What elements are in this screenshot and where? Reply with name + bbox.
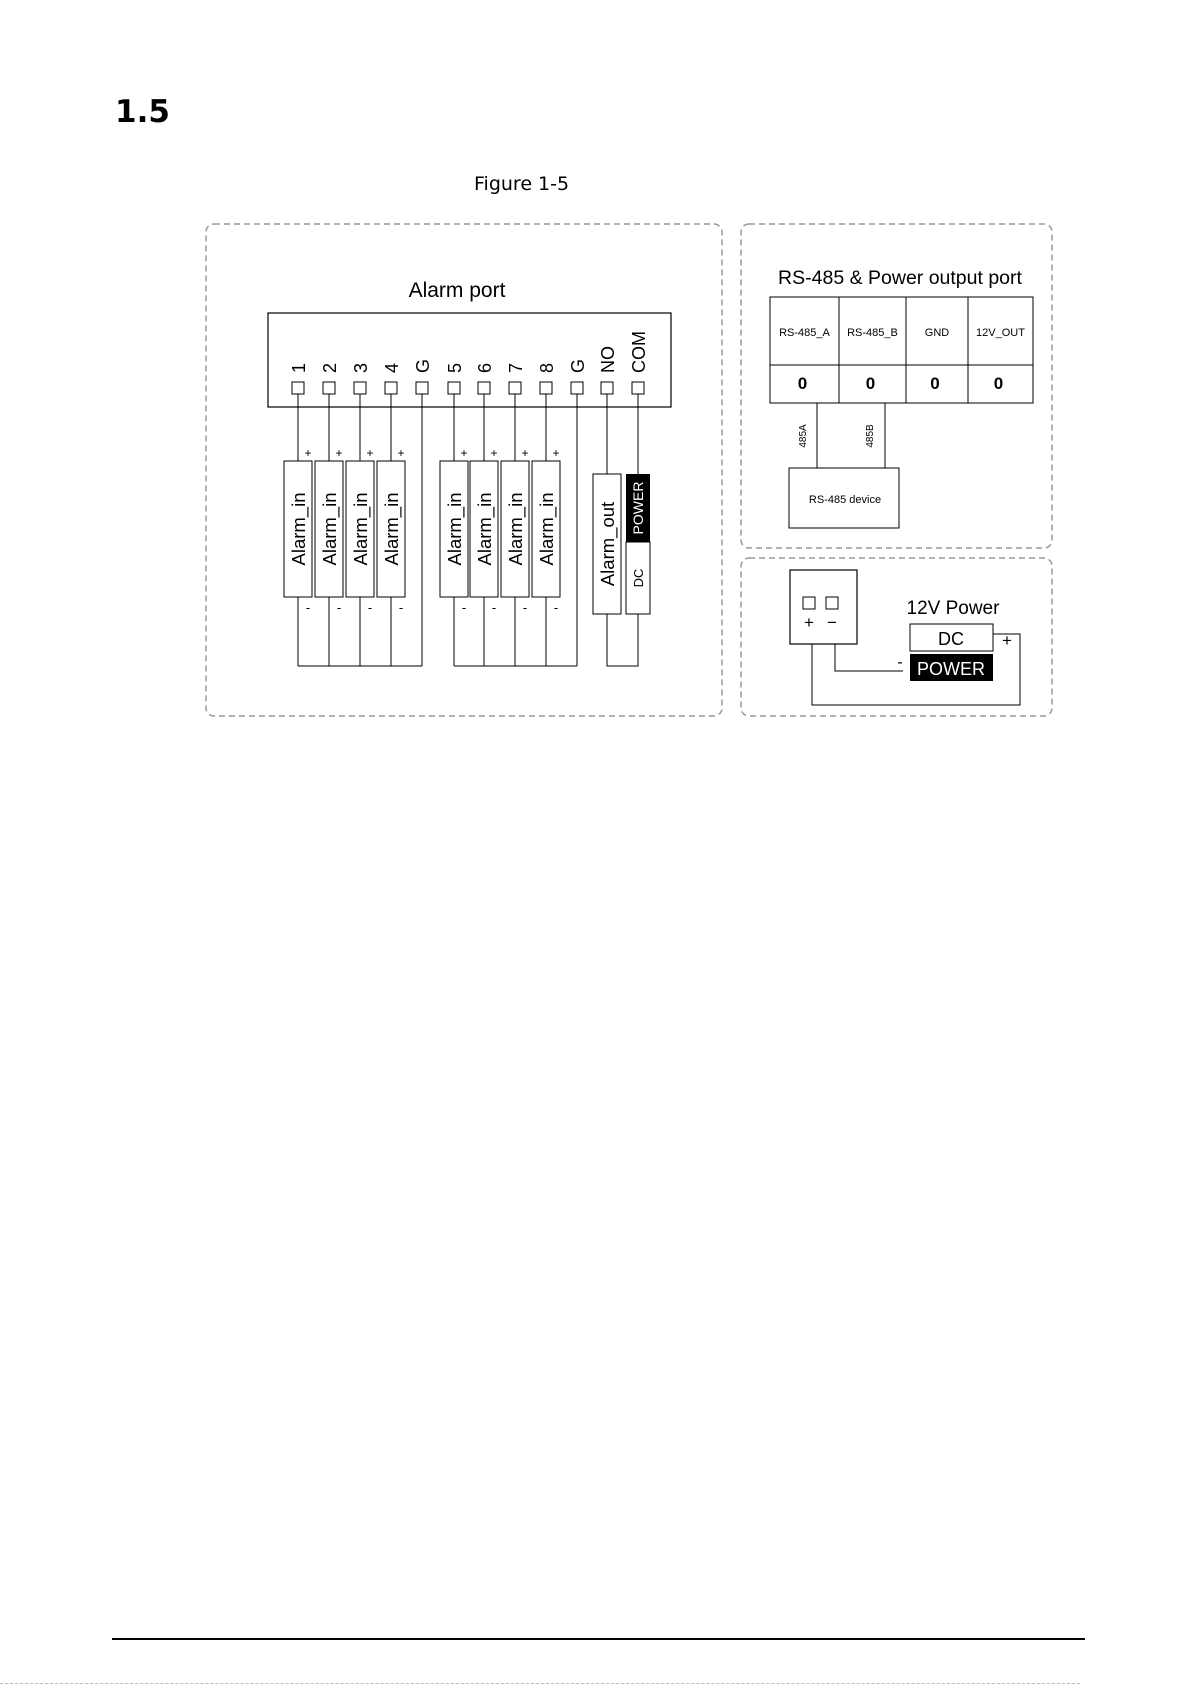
terminal-label: NO [598, 346, 618, 373]
alarm-in-label: Alarm_in [288, 492, 309, 566]
rs485-pin: 0 [797, 374, 808, 393]
power-connector-housing [790, 570, 857, 644]
alarm-in-plus: + [335, 446, 343, 460]
terminal-square [478, 382, 490, 394]
alarm-in-label: Alarm_in [381, 492, 402, 566]
alarm-in-minus: - [398, 600, 404, 615]
alarm-in-label: Alarm_in [536, 492, 557, 566]
terminal-label: 8 [537, 362, 557, 373]
rs485-pin: 0 [930, 374, 940, 393]
terminal-square [601, 382, 613, 394]
rs485-wire-a-label: 485A [798, 424, 809, 448]
rs485-device-label: RS-485 device [808, 494, 882, 506]
alarm-in-minus: - [491, 600, 497, 615]
alarm-in-label: Alarm_in [350, 492, 371, 566]
alarm-in-plus: + [304, 446, 312, 460]
section-number: 1.5 [115, 94, 170, 130]
alarm-terminals [289, 331, 649, 394]
power-12v-power-label: POWER [916, 659, 986, 679]
alarm-in-minus: - [522, 600, 528, 615]
alarm-in-plus: + [460, 446, 468, 460]
power-12v-plus-sign: + [1002, 631, 1012, 650]
com-power-label: POWER [630, 481, 646, 535]
power-12v-minus-sign: - [897, 654, 903, 671]
alarm-in-minus: - [367, 600, 373, 615]
rs485-header: GND [924, 327, 950, 339]
alarm-in-minus: - [553, 600, 559, 615]
terminal-label: G [568, 358, 588, 373]
power-12v-dc-label: DC [938, 629, 964, 649]
power-connector-minus: − [827, 613, 837, 632]
terminal-label: 6 [475, 362, 495, 373]
terminal-label: 2 [320, 362, 340, 373]
terminal-square [385, 382, 397, 394]
alarm-in-plus: + [521, 446, 529, 460]
rs485-pin: 0 [993, 374, 1004, 393]
alarm-in-minus: - [461, 600, 467, 615]
figure-caption: Figure 1-5 [474, 173, 570, 195]
terminal-label: 7 [506, 362, 526, 373]
footer-rule [112, 1638, 1085, 1640]
alarm-in-label: Alarm_in [319, 492, 340, 566]
rs485-header: 12V_OUT [976, 327, 1025, 339]
terminal-square [354, 382, 366, 394]
terminal-label: 1 [289, 362, 309, 373]
rs485-wire-b-label: 485B [865, 424, 876, 448]
rs485-title: RS-485 & Power output port [778, 267, 1022, 289]
power-connector-pin-left [803, 597, 815, 609]
alarm-in-minus: - [305, 600, 311, 615]
terminal-label: COM [629, 331, 649, 373]
com-dc-label: DC [631, 568, 646, 588]
alarm-port-title: Alarm port [408, 279, 506, 302]
terminal-label: 4 [382, 362, 402, 373]
rs485-cells [779, 297, 1025, 403]
rs485-pin: 0 [865, 374, 876, 393]
rs485-header: RS-485_B [847, 327, 898, 339]
terminal-label: G [413, 358, 433, 373]
alarm-in-plus: + [552, 446, 560, 460]
power-12v-title: 12V Power [906, 598, 1000, 619]
terminal-label: 5 [445, 362, 465, 373]
terminal-square [632, 382, 644, 394]
alarm-in-label: Alarm_in [474, 492, 495, 566]
power-connector-pin-right [826, 597, 838, 609]
alarm-in-plus: + [366, 446, 374, 460]
alarm-in-label: Alarm_in [444, 492, 465, 566]
alarm-in-label: Alarm_in [505, 492, 526, 566]
alarm-in-plus: + [490, 446, 498, 460]
power-connector-plus: + [804, 613, 814, 632]
terminal-square [571, 382, 583, 394]
alarm-boxes [284, 446, 650, 615]
terminal-square [448, 382, 460, 394]
alarm-out-label: Alarm_out [597, 501, 618, 587]
alarm-in-plus: + [397, 446, 405, 460]
rs485-header: RS-485_A [779, 327, 830, 339]
terminal-square [509, 382, 521, 394]
terminal-label: 3 [351, 362, 371, 373]
terminal-square [292, 382, 304, 394]
page-edge-divider [0, 1683, 1080, 1684]
alarm-in-minus: - [336, 600, 342, 615]
terminal-square [323, 382, 335, 394]
terminal-square [416, 382, 428, 394]
terminal-square [540, 382, 552, 394]
